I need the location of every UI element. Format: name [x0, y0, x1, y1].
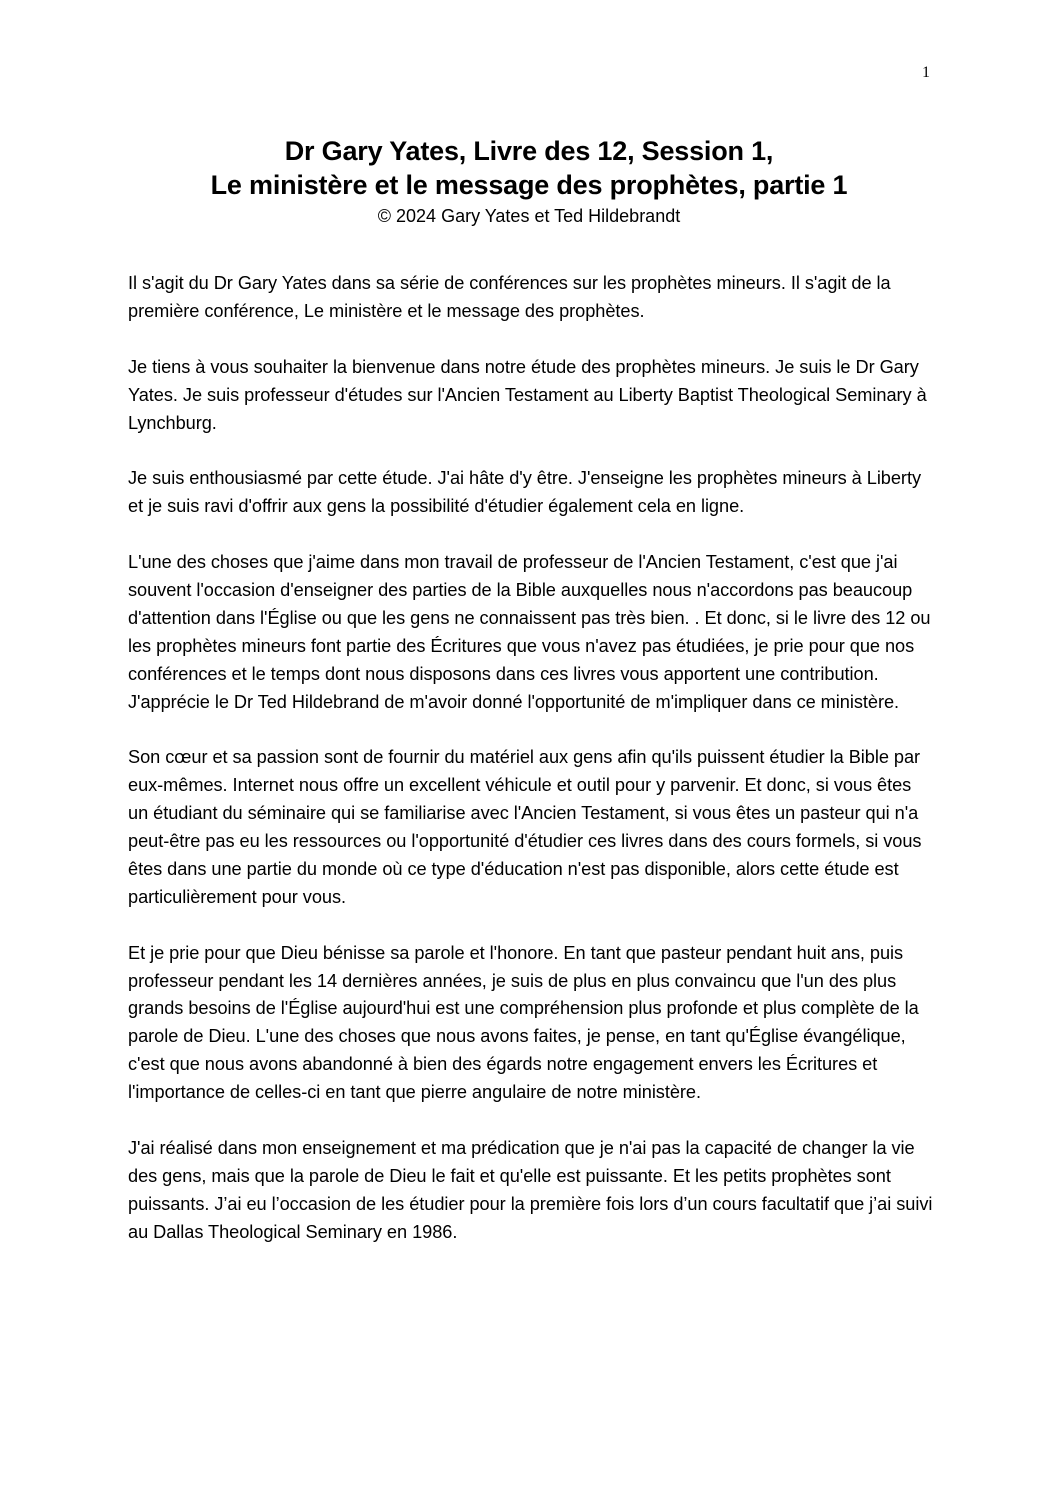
paragraph-6: Et je prie pour que Dieu bénisse sa parole et l'honore. En tant que pasteur pendant huit ans, puis professeur pendant les 14 dernières années, je suis de plus en plus convaincu que l'un des plus grands besoins de l'Église aujourd'hui est une compréhension plus profonde et plus complète de la parole de Dieu. L'une des choses que nous avons faites, je pense, en tant qu'Église évangélique, c'est que nous avons abandonné à bien des égards notre engagement envers les Écritures et l'importance de celles-ci en tant que pierre angulaire de notre ministère.	[128, 942, 919, 1103]
document-header	[128, 134, 930, 228]
paragraph-1: Il s'agit du Dr Gary Yates dans sa série de conférences sur les prophètes mineurs. Il s'agit de la première conférence, Le ministère et le message des prophètes.	[128, 273, 891, 321]
paragraph-4: L'une des choses que j'aime dans mon travail de professeur de l'Ancien Testament, c'est que j'ai souvent l'occasion d'enseigner des parties de la Bible auxquelles nous n'accordons pas beaucoup d'attention dans l'Église ou que les gens ne connaissent pas très bien. . Et donc, si le livre des 12 ou les prophètes mineurs font partie des Écritures que vous n'avez pas étudiées, je prie pour que nos conférences et le temps dont nous disposons dans ces livres vous apportent une contribution. J'apprécie le Dr Ted Hildebrand de m'avoir donné l'opportunité de m'impliquer dans ce ministère.	[128, 552, 931, 712]
copyright-notice: © 2024 Gary Yates et Ted Hildebrandt	[377, 206, 681, 226]
page-number: 1	[922, 64, 930, 81]
paragraph-3: Je suis enthousiasmé par cette étude. J'ai hâte d'y être. J'enseigne les prophètes mineurs à Liberty et je suis ravi d'offrir aux gens la possibilité d'étudier également cela en ligne.	[128, 468, 921, 517]
document-title-line-2: Le ministère et le message des prophètes, partie 1	[210, 170, 848, 200]
paragraph-7: J'ai réalisé dans mon enseignement et ma prédication que je n'ai pas la capacité de changer la vie des gens, mais que la parole de Dieu le fait et qu'elle est puissante. Et les petits prophètes sont puissants. J’ai eu l’occasion de les étudier pour la première fois lors d’un cours facultatif que j’ai suivi au Dallas Theological Seminary en 1986.	[128, 1138, 933, 1242]
document-body	[128, 270, 934, 1275]
document-title-line-1: Dr Gary Yates, Livre des 12, Session 1,	[284, 136, 774, 166]
paragraph-2: Je tiens à vous souhaiter la bienvenue dans notre étude des prophètes mineurs. Je suis le Dr Gary Yates. Je suis professeur d'études sur l'Ancien Testament au Liberty Baptist Theological Seminary à Lynchburg.	[128, 356, 927, 433]
paragraph-5: Son cœur et sa passion sont de fournir du matériel aux gens afin qu'ils puissent étudier la Bible par eux-mêmes. Internet nous offre un excellent véhicule et outil pour y parvenir. Et donc, si vous êtes un étudiant du séminaire qui se familiarise avec l'Ancien Testament, si vous êtes un pasteur qui n'a peut-être pas eu les ressources ou l'opportunité d'étudier ces livres dans des cours formels, si vous êtes dans une partie du monde où ce type d'éducation n'est pas disponible, alors cette étude est particulièrement pour vous.	[128, 747, 922, 907]
